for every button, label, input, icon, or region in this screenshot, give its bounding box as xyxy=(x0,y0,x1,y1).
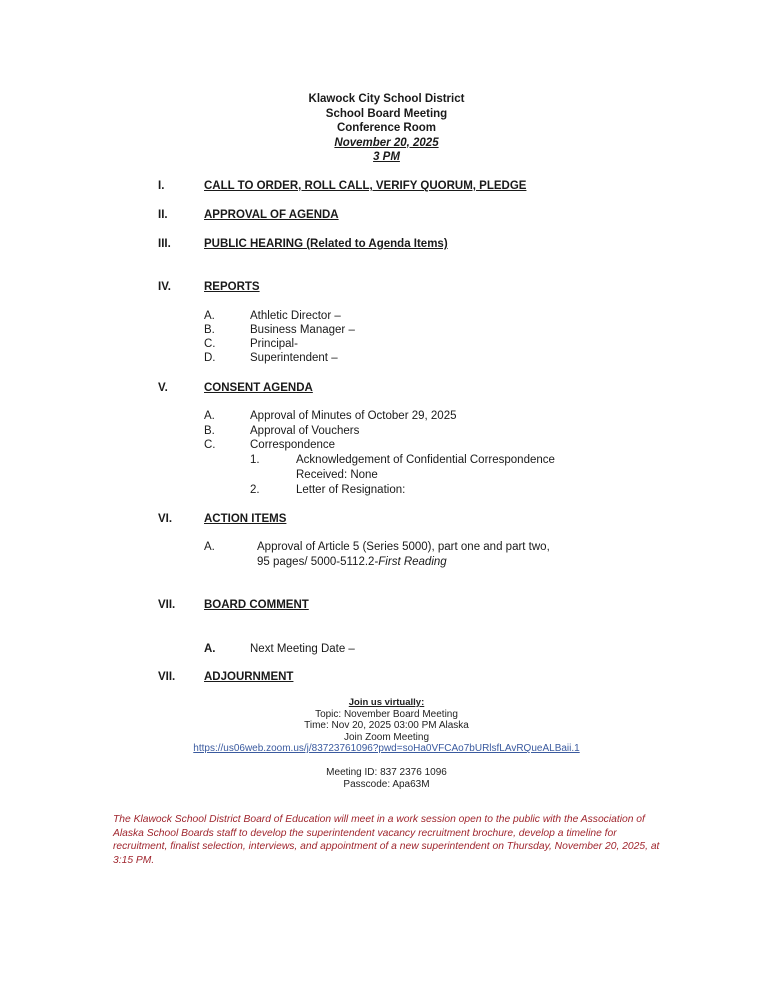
meeting-location: Conference Room xyxy=(336,122,437,134)
list-item-continued xyxy=(257,556,447,568)
section-number: VI. xyxy=(158,513,173,525)
item-text-italic: First Reading xyxy=(378,556,447,568)
section-number: V. xyxy=(158,382,168,394)
section-number: VII. xyxy=(158,599,176,611)
zoom-topic: Topic: November Board Meeting xyxy=(315,708,458,720)
item-letter: A. xyxy=(204,643,216,655)
item-text: Approval of Article 5 (Series 5000), part one and part two, xyxy=(257,541,550,553)
section-title: CONSENT AGENDA xyxy=(204,382,313,394)
section-title: ADJOURNMENT xyxy=(204,671,294,683)
item-text: Athletic Director – xyxy=(250,310,341,322)
item-text: Superintendent – xyxy=(250,352,338,364)
item-letter: C. xyxy=(204,338,216,350)
virtual-heading: Join us virtually: xyxy=(348,697,425,708)
zoom-join-label: Join Zoom Meeting xyxy=(343,731,430,743)
district-name: Klawock City School District xyxy=(308,93,465,105)
zoom-meeting-id: Meeting ID: 837 2376 1096 xyxy=(326,767,447,778)
item-number: 1. xyxy=(250,454,260,466)
meeting-date: November 20, 2025 xyxy=(334,136,439,149)
item-letter: B. xyxy=(204,425,215,437)
item-number: 2. xyxy=(250,484,260,496)
item-text: Approval of Minutes of October 29, 2025 xyxy=(250,410,457,422)
virtual-meeting-info xyxy=(0,697,773,755)
section-number: VII. xyxy=(158,671,176,683)
section-title: APPROVAL OF AGENDA xyxy=(204,209,339,221)
zoom-passcode: Passcode: Apa63M xyxy=(343,778,430,790)
section-number: IV. xyxy=(158,281,172,293)
meeting-type: School Board Meeting xyxy=(325,107,448,120)
section-number: III. xyxy=(158,238,171,250)
agenda-header xyxy=(0,92,773,165)
item-letter: A. xyxy=(204,410,215,422)
item-text: 95 pages/ 5000-5112.2- xyxy=(257,556,379,568)
section-number: II. xyxy=(158,209,168,221)
item-text: Approval of Vouchers xyxy=(250,425,360,437)
item-letter: C. xyxy=(204,439,216,451)
section-title: ACTION ITEMS xyxy=(204,513,287,525)
work-session-notice: The Klawock School District Board of Education will meet in a work session open to the public with the Association of Alaska School Boards staff to develop the superintendent vacancy recruitment brochure, develop a timeline for recruitment, finalist selection, interviews, and appointment of a new superintendent on Thursday, November 20, 2025, at 3:15 PM. xyxy=(113,814,660,866)
item-text: Business Manager – xyxy=(250,324,355,336)
section-title: PUBLIC HEARING (Related to Agenda Items) xyxy=(204,238,448,250)
item-letter: D. xyxy=(204,352,216,364)
item-text: Next Meeting Date – xyxy=(250,643,355,655)
item-text: Letter of Resignation: xyxy=(296,484,406,496)
item-text: Received: None xyxy=(296,469,378,481)
zoom-time: Time: Nov 20, 2025 03:00 PM Alaska xyxy=(304,720,469,731)
section-title: CALL TO ORDER, ROLL CALL, VERIFY QUORUM, PLEDGE xyxy=(204,180,527,192)
section-title: REPORTS xyxy=(204,281,260,293)
item-text: Principal- xyxy=(250,338,298,350)
zoom-credentials xyxy=(0,767,773,790)
item-letter: A. xyxy=(204,541,215,553)
item-letter: B. xyxy=(204,324,215,336)
meeting-time: 3 PM xyxy=(373,151,400,163)
item-text: Correspondence xyxy=(250,439,336,451)
section-number: I. xyxy=(158,180,165,192)
zoom-meeting-link[interactable]: https://us06web.zoom.us/j/83723761096?pwd=soHa0VFCAo7bURlsfLAvRQueALBaii.1 xyxy=(193,743,580,754)
section-title: BOARD COMMENT xyxy=(204,599,309,611)
item-text: Acknowledgement of Confidential Correspondence xyxy=(296,454,555,466)
item-letter: A. xyxy=(204,310,215,322)
